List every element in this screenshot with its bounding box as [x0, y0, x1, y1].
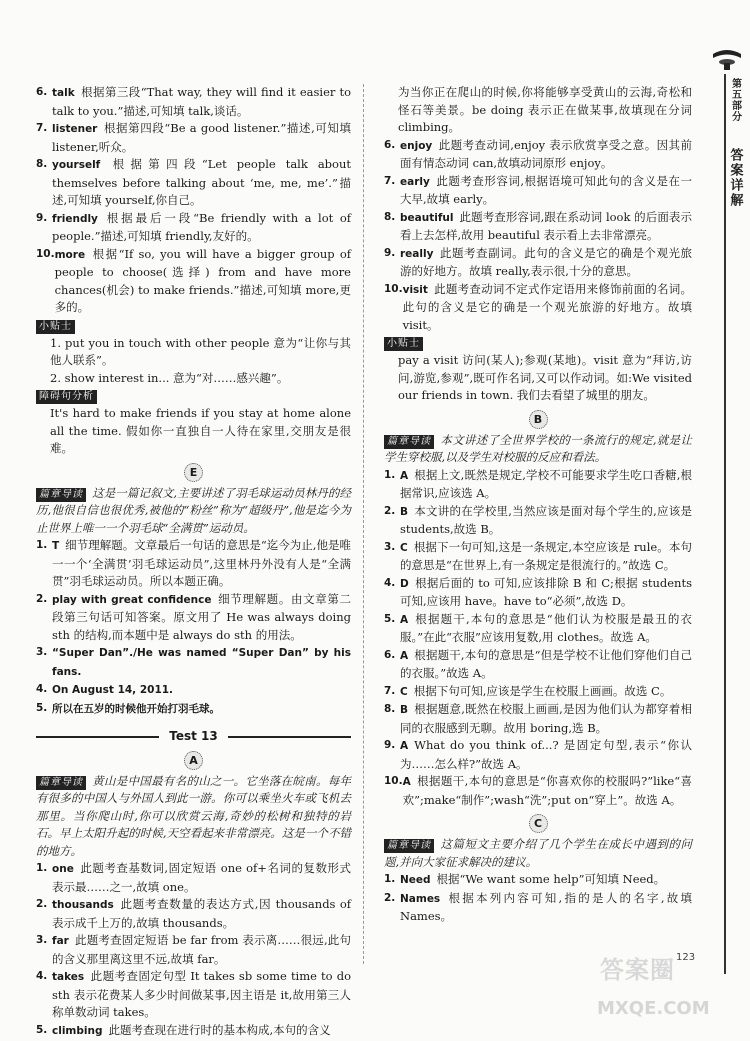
answers-title: 答案详解	[726, 144, 744, 212]
guide-b	[384, 432, 692, 467]
item-number: 6.	[36, 86, 48, 98]
item-answer: B	[400, 704, 409, 716]
item-body	[400, 683, 692, 702]
answer-item	[384, 245, 692, 281]
item-answer: enjoy	[400, 139, 433, 152]
item-explanation: 此题考查形容词,跟在系动词 look 的后面表示看上去怎样,故用 beautiful 表示看上去非常漂亮。	[400, 209, 692, 242]
answer-item	[36, 537, 351, 591]
tip-tag: 小贴士	[384, 337, 423, 351]
item-explanation: What do you think of...? 是固定句型,表示“你认为……怎么样?”故选 A。	[400, 738, 692, 771]
item-number: 5.	[36, 1023, 48, 1036]
item-body	[400, 871, 692, 890]
item-explanation: 根据“If so, you will have a bigger group of people to choose(选择) from and have more chances(机会) to make friends.”描述,可知填 more,更多的。	[54, 246, 351, 314]
item-explanation: 根据最后一段“Be friendly with a lot of people.”描述,可知填 friendly,友好的。	[52, 210, 351, 243]
tip-item: 2. show interest in... 意为“对……感兴趣”。	[50, 370, 289, 385]
answer-item	[384, 281, 692, 335]
continued-text: 为当你正在爬山的时候,你将能够享受黄山的云海,奇松和怪石等美景。be doing 表示正在做某事,故填现在分词 climbing。	[398, 85, 692, 134]
answer-item	[36, 84, 351, 120]
item-number: 7.	[384, 684, 396, 697]
item-number: 10.	[384, 282, 403, 295]
answer-item	[36, 156, 351, 210]
item-explanation: 根据题意,既然在校服上画画,是因为他们认为都穿着相同的衣服感到无聊。故用 boring,选 B。	[400, 702, 692, 735]
item-answer: Names	[400, 892, 441, 905]
item-body	[400, 890, 692, 926]
item-answer: play with great confidence	[52, 593, 212, 606]
section-b-marker: B	[384, 410, 692, 429]
item-body	[52, 591, 351, 645]
item-number: 1.	[384, 873, 396, 885]
answer-item	[384, 890, 692, 926]
item-explanation: 此题考查固定句型 It takes sb some time to do sth 表示花费某人多少时间做某事,因主语是 it,故用第三人称单数动词 takes。	[52, 969, 351, 1019]
item-explanation: 此题考查数量的表达方式,因 thousands of 表示成千上万的,故填 thousands。	[52, 897, 351, 930]
item-number: 3.	[384, 540, 396, 553]
item-explanation: 此题考查固定短语 be far from 表示离……很远,此句的含义那里离这里不远,故填 far。	[52, 933, 351, 966]
item-number: 2.	[384, 891, 396, 904]
item-number: 2.	[384, 504, 396, 517]
item-answer: D	[400, 577, 409, 590]
item-explanation: 此题考查动词,enjoy 表示欣赏享受之意。因其前面有情态动词 can,故填动词原形 enjoy。	[400, 137, 692, 170]
item-body	[400, 137, 692, 173]
item-body	[400, 209, 692, 245]
item-explanation: 此题考查形容词,根据语境可知此句的含义是在一大早,故填 early。	[400, 173, 692, 206]
answer-item	[384, 871, 692, 890]
answer-item	[384, 737, 692, 773]
item-answer: takes	[52, 971, 85, 983]
item-explanation: 根据“We want some help”可知填 Need。	[436, 872, 666, 886]
item-explanation: 根据本列内容可知,指的是人的名字,故填 Names。	[400, 890, 692, 923]
item-body	[403, 281, 692, 335]
item-explanation: 此题考查动词不定式作定语用来修饰前面的名词。此句的含义是它的确是一个观光旅游的好地方。故填 visit。	[402, 281, 692, 332]
item-answer: On August 14, 2011.	[52, 684, 174, 696]
tip-list	[36, 335, 351, 388]
item-body	[400, 737, 692, 773]
item-number: 6.	[384, 138, 396, 151]
part-label: 第五部分	[726, 76, 744, 124]
item-body	[52, 644, 351, 681]
answer-item	[384, 647, 692, 683]
item-number: 4.	[36, 970, 48, 982]
item-explanation: 根据第四段“Be a good listener.”描述,可知填 listener,听众。	[52, 121, 351, 154]
item-explanation: 根据下一句可知,这是一条规定,本空应该是 rule。本句的意思是“在世界上,有一条规定是很流行的。”故选 C。	[400, 539, 692, 572]
item-answer: talk	[52, 87, 75, 99]
item-body	[52, 156, 351, 210]
item-explanation: 细节理解题。由文章第二段第三句话可知答案。原文用了 He was always doing sth 的结构,而本题中是 always do sth 的用法。	[52, 591, 352, 642]
item-explanation: 本文讲的在学校里,当然应该是面对每个学生的,应该是 students,故选 B。	[400, 503, 692, 536]
answer-item	[384, 503, 692, 539]
item-answer: friendly	[52, 212, 98, 225]
item-answer: yourself	[52, 159, 101, 171]
guide-e	[36, 485, 351, 538]
test-label: Test 13	[169, 729, 218, 743]
guide-tag: 篇章导读	[384, 839, 434, 853]
item-answer: Need	[400, 874, 431, 886]
right-column	[384, 84, 692, 926]
item-number: 3.	[36, 646, 48, 658]
item-number: 10.	[36, 247, 55, 260]
item-number: 1.	[36, 539, 48, 551]
guide-tag: 篇章导读	[384, 435, 434, 449]
item-number: 4.	[36, 683, 48, 695]
item-answer: listener	[52, 123, 98, 135]
item-number: 10.	[384, 775, 403, 787]
item-number: 1.	[36, 862, 48, 874]
item-explanation: 根据第三段“That way, they will find it easier to talk to you.”描述,可知填 talk,谈话。	[52, 85, 351, 118]
tip-text: pay a visit 访问(某人);参观(某地)。visit 意为“拜访,访问,游览,参观”,既可作名词,又可以作动词。如:We visited our friends in town. 我们去看望了城里的朋友。	[398, 353, 692, 402]
item-number: 7.	[36, 122, 48, 134]
item-number: 8.	[384, 210, 396, 223]
test-13-header	[36, 728, 351, 746]
watermark-url: MXQE.COM	[597, 998, 710, 1019]
item-number: 5.	[384, 612, 396, 625]
item-answer: A	[400, 740, 409, 752]
guide-tag: 篇章导读	[36, 776, 86, 790]
item-answer: visit	[402, 283, 428, 296]
answer-item	[36, 700, 351, 719]
section-side-strip	[710, 44, 744, 974]
item-body	[400, 173, 692, 209]
item-explanation: 根据后面的 to 可知,应该排除 B 和 C;根据 students 可知,应该用 have。have to“必须”,故选 D。	[400, 575, 692, 608]
item-number: 8.	[384, 703, 396, 715]
item-explanation: 细节理解题。文章最后一句话的意思是“迄今为止,他是唯一一个‘全满贯’羽毛球运动员”,这里林丹外没有人是“全满贯”羽毛球运动员。所以本题正确。	[52, 538, 351, 588]
item-answer: more	[54, 248, 86, 261]
item-body	[52, 1022, 351, 1041]
item-explanation: 根据题干,本句的意思是“但是学校不让他们穿他们自己的衣服。”故选 A。	[400, 647, 692, 680]
item-number: 9.	[384, 246, 396, 259]
item-explanation: 根据题干,本句的意思是“你喜欢你的校服吗?”like“喜欢”;make“制作”;wash“洗”;put on“穿上”。故选 A。	[402, 774, 692, 807]
item-body	[400, 467, 692, 503]
item-number: 9.	[36, 211, 48, 224]
answer-item	[36, 644, 351, 681]
answer-item	[36, 1022, 351, 1041]
item-answer: one	[52, 863, 74, 875]
answer-item	[36, 246, 351, 317]
guide-c	[384, 836, 692, 871]
answer-item	[384, 539, 692, 575]
answer-item	[36, 681, 351, 700]
analysis-text: It's hard to make friends if you stay at home alone all the time. 假如你一直独自一人待在家里,交朋友是很难。	[50, 406, 351, 455]
item-body	[403, 773, 692, 809]
item-explanation: 此题考查基数词,固定短语 one of+名词的复数形式表示最……之一,故填 one。	[52, 861, 351, 894]
tip-item: 1. put you in touch with other people 意为“让你与其他人联系”。	[50, 335, 351, 367]
watermark-logo: 答案圈	[600, 956, 675, 984]
item-body	[52, 932, 351, 968]
item-answer: A	[402, 776, 411, 788]
item-number: 7.	[384, 174, 396, 187]
book-ornament-icon	[710, 44, 744, 72]
item-body	[52, 968, 351, 1022]
answer-item	[384, 701, 692, 737]
section-c-marker: C	[384, 814, 692, 833]
item-body	[52, 896, 351, 932]
answer-item	[36, 896, 351, 932]
item-explanation: 根据题干,本句的意思是“他们认为校服是最丑的衣服。”在此“衣服”应该用复数,用 clothes。故选 A。	[400, 611, 692, 644]
answer-item	[384, 683, 692, 702]
item-answer: A	[400, 613, 409, 626]
item-answer: B	[400, 505, 409, 518]
left-column	[36, 84, 351, 1040]
answer-item	[36, 932, 351, 968]
answer-item	[36, 210, 351, 246]
item-number: 4.	[384, 576, 396, 589]
item-number: 5.	[36, 701, 48, 714]
section-a-marker: A	[36, 751, 351, 770]
item-answer: “Super Dan”./He was named “Super Dan” by his fans.	[52, 647, 351, 678]
item-explanation: 此题考查现在进行时的基本构成,本句的含义	[108, 1022, 331, 1037]
guide-a-text: 黄山是中国最有名的山之一。它坐落在皖南。每年有很多的中国人与外国人到此一游。你可以乘坐火车或飞机去那里。当你爬山时,你可以欣赏云海,奇妙的松树和独特的岩石。早上太阳升起的时候,天空看起来非常漂亮。这是一个不错的地方。	[36, 773, 351, 858]
item-explanation: 根据上文,既然是规定,学校不可能要求学生吃口香糖,根据常识,应该选 A。	[400, 467, 692, 500]
item-number: 9.	[384, 739, 396, 751]
item-body	[55, 246, 351, 317]
item-number: 8.	[36, 158, 48, 170]
item-body	[400, 701, 692, 737]
guide-c-text: 这篇短文主要介绍了几个学生在成长中遇到的问题,并向大家征求解决的建议。	[384, 837, 692, 869]
item-answer: A	[400, 649, 409, 662]
answer-item	[384, 137, 692, 173]
column-divider	[363, 84, 364, 964]
answer-item	[36, 860, 351, 896]
item-body	[52, 120, 351, 156]
item-body	[52, 860, 351, 896]
guide-tag: 篇章导读	[36, 488, 86, 502]
item-answer: T	[52, 540, 60, 552]
item-answer: far	[52, 935, 69, 947]
item-answer: early	[400, 175, 430, 188]
page-number: 123	[676, 952, 696, 963]
answer-item	[384, 773, 692, 809]
item-body	[52, 700, 351, 719]
item-answer: C	[400, 685, 408, 698]
item-number: 3.	[36, 934, 48, 946]
guide-e-text: 这是一篇记叙文,主要讲述了羽毛球运动员林丹的经历,他很自信也很优秀,被他的“粉丝”称为“超级丹”,他是迄今为止世界上唯一一个羽毛球“全满贯”运动员。	[36, 485, 351, 535]
answer-item	[384, 467, 692, 503]
item-body	[400, 611, 692, 647]
item-number: 2.	[36, 898, 48, 910]
analysis-tag: 障碍句分析	[36, 390, 97, 404]
item-answer: beautiful	[400, 211, 454, 224]
item-explanation: 此题考查副词。此句的含义是它的确是个观光旅游的好地方。故填 really,表示很,十分的意思。	[400, 245, 692, 278]
item-answer: really	[400, 247, 434, 260]
item-number: 2.	[36, 592, 48, 605]
answer-item	[384, 173, 692, 209]
answer-item	[36, 591, 351, 645]
item-body	[400, 503, 692, 539]
item-number: 6.	[384, 648, 396, 661]
item-answer: A	[400, 469, 409, 482]
item-number: 1.	[384, 468, 396, 481]
answer-item	[36, 120, 351, 156]
item-body	[52, 537, 351, 591]
item-explanation: 根据下句可知,应该是学生在校服上画画。故选 C。	[413, 683, 672, 698]
item-answer: C	[400, 541, 408, 554]
item-body	[400, 647, 692, 683]
guide-a	[36, 773, 351, 861]
item-answer: 所以在五岁的时候他开始打羽毛球。	[52, 702, 220, 715]
item-answer: climbing	[52, 1024, 103, 1037]
item-body	[400, 245, 692, 281]
answer-item	[384, 209, 692, 245]
item-body	[52, 210, 351, 246]
section-e-marker: E	[36, 463, 351, 482]
answer-item	[384, 611, 692, 647]
item-answer: thousands	[52, 899, 114, 911]
item-body	[52, 681, 351, 700]
answer-item	[36, 968, 351, 1022]
item-body	[400, 539, 692, 575]
answer-item	[384, 575, 692, 611]
item-body	[400, 575, 692, 611]
item-explanation: 根据第四段“Let people talk about themselves before talking about ‘me, me, me’.”描述,可知填 yourself,你自己。	[52, 157, 351, 207]
guide-b-text: 本文讲述了全世界学校的一条流行的规定,就是让学生穿校服,以及学生对校服的反应和看法。	[384, 432, 692, 464]
item-body	[52, 84, 351, 120]
tip-tag: 小贴士	[36, 320, 75, 334]
